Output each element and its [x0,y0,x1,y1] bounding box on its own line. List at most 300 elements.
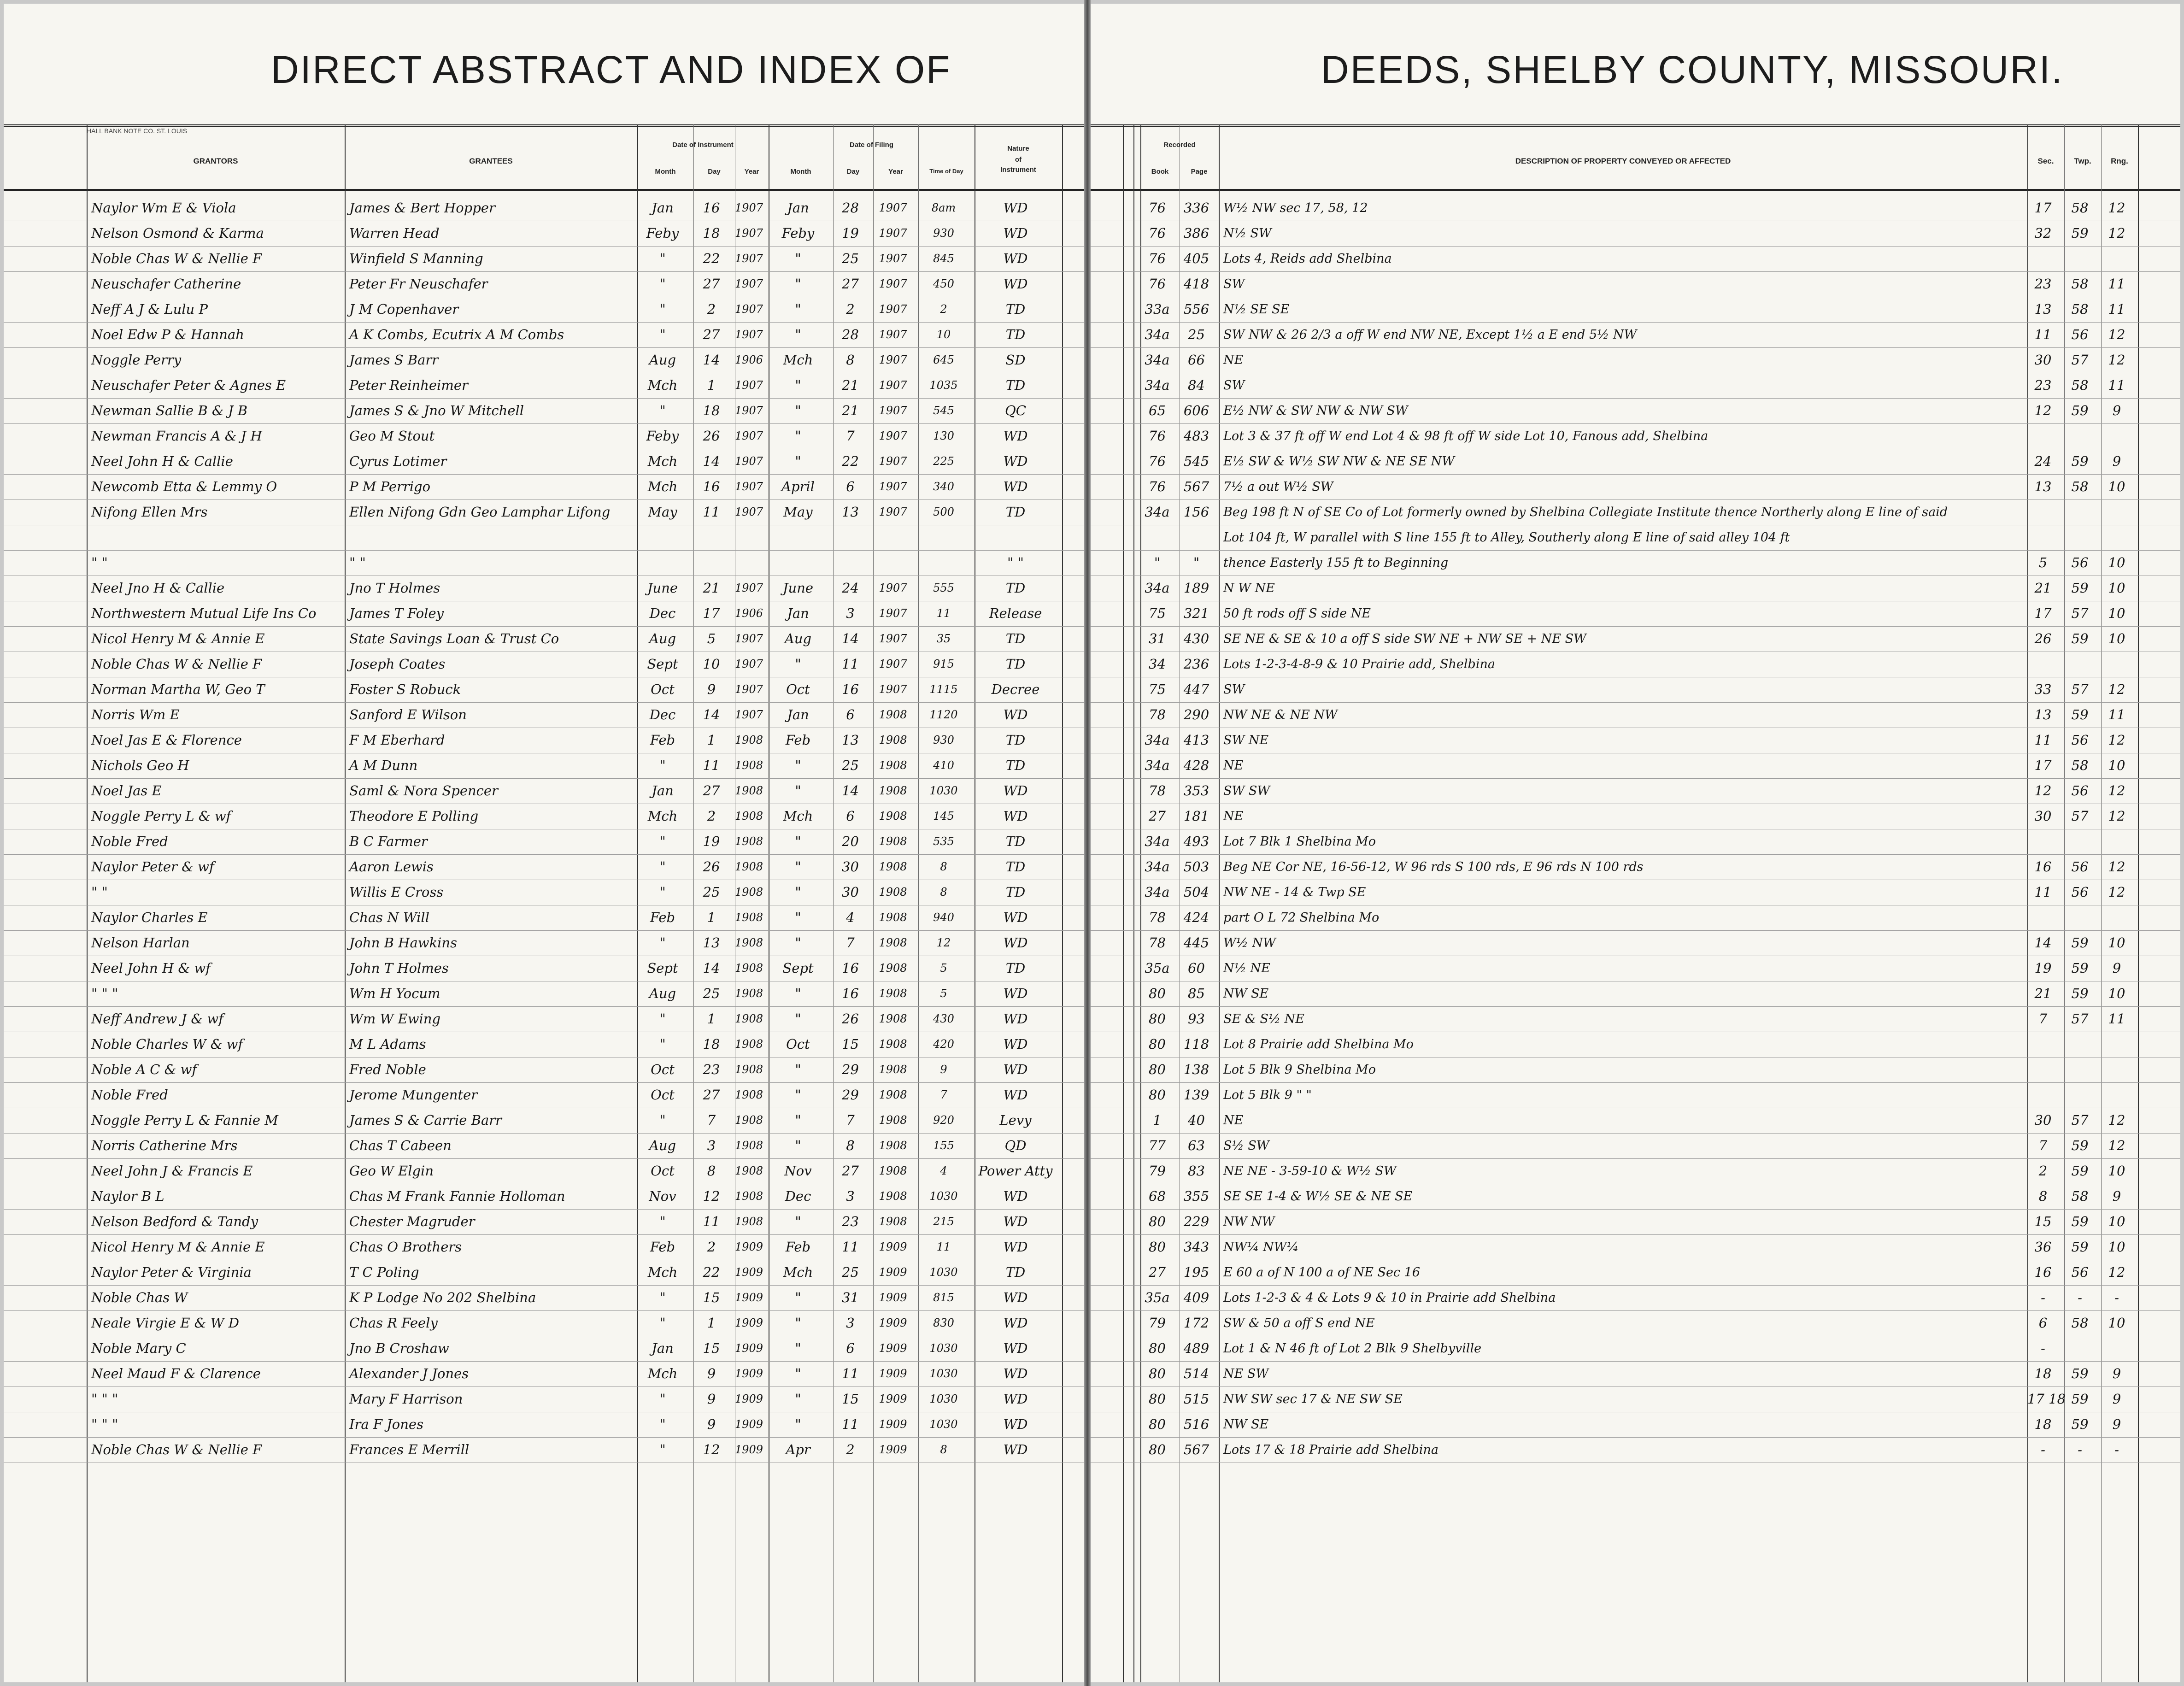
grantee-cell: Chas N Will [349,910,429,925]
nature-cell: WD [1003,1011,1028,1027]
filing-year-cell: 1909 [879,1392,907,1405]
rng-cell: 9 [2112,403,2121,418]
filing-month-cell: " [795,910,801,925]
left-entry-row [4,324,1084,346]
book-cell: 34a [1145,859,1170,875]
instrument-month-cell: " [659,276,666,292]
filing-month-cell [769,527,828,548]
book-cell: 34a [1145,504,1170,520]
filing-time-cell: 145 [933,810,954,822]
nature-cell: TD [1005,504,1026,520]
filing-day-cell: 15 [842,1036,859,1052]
page-title-right: DEEDS, SHELBY COUNTY, MISSOURI. [1321,48,2064,91]
description-cell: NE [1223,353,1244,367]
row-rule [4,246,1084,247]
book-cell: 80 [1149,1036,1166,1052]
rng-cell [2101,831,2132,852]
filing-time-cell: 1030 [929,1190,958,1203]
instrument-month-cell [637,527,688,548]
left-entry-row [4,780,1084,802]
twp-cell [2064,248,2096,270]
instrument-day-cell: 26 [703,428,720,444]
sec-cell: 12 [2034,403,2052,418]
grantee-cell: Winfield S Manning [349,251,483,266]
instrument-day-cell: 13 [703,935,720,951]
filing-day-cell: 3 [846,1188,855,1204]
book-cell: 80 [1149,1062,1166,1077]
instrument-month-cell: Oct [651,1087,675,1103]
filing-day-cell: 7 [846,935,855,951]
filing-day-cell: 28 [842,200,859,216]
row-rule [1091,1361,2180,1362]
filing-day-cell: 3 [846,605,855,621]
description-cell: Lot 5 Blk 9 " " [1223,1088,1312,1102]
grantee-cell: Fred Noble [349,1062,426,1077]
description-cell: SW NW & 26 2/3 a off W end NW NE, Except 1½ a E end 5½ NW [1223,328,1637,342]
grantor-cell: Naylor B L [91,1188,164,1204]
twp-cell: 59 [2071,631,2089,646]
twp-cell: 59 [2071,1163,2089,1179]
filing-month-cell: Jan [787,200,809,216]
twp-cell [2064,1338,2096,1359]
book-cell: 76 [1149,276,1166,292]
grantee-cell: Geo W Elgin [349,1163,434,1179]
book-cell: 80 [1149,1366,1166,1381]
nature-cell: WD [1003,1366,1028,1381]
filing-day-cell: 14 [842,783,859,799]
left-entry-row [4,704,1084,726]
filing-year-cell [873,552,913,574]
rng-cell: 12 [2108,884,2125,900]
grantee-cell: B C Farmer [349,834,428,849]
grantor-cell: Noble Chas W [91,1290,188,1305]
nature-cell: WD [1003,200,1028,216]
instrument-day-cell: 1 [707,1011,716,1027]
grantee-cell: State Savings Loan & Trust Co [349,631,559,646]
instrument-month-cell: " [659,1290,666,1305]
filing-month-cell: Aug [784,631,812,646]
left-entry-row [4,983,1084,1005]
sec-cell: 17 18 [2027,1391,2066,1407]
instrument-year-cell: 1907 [735,328,763,341]
right-entry-row [1091,1236,2180,1258]
filing-time-cell: 920 [933,1114,954,1127]
instrument-day-cell: 23 [703,1062,720,1077]
instrument-year-cell: 1908 [735,860,763,873]
left-entry-row [4,679,1084,700]
right-entry-row [1091,729,2180,751]
filing-day-cell: 30 [842,884,859,900]
rng-cell: 12 [2108,859,2125,875]
twp-cell: 59 [2071,1391,2089,1407]
grantee-cell: Saml & Nora Spencer [349,783,498,799]
rng-cell: 9 [2112,1188,2121,1204]
book-cell: 75 [1149,605,1166,621]
row-rule [1091,1006,2180,1007]
grantor-cell: Newman Francis A & J H [91,428,262,444]
filing-day-cell: 19 [842,225,859,241]
book-cell: 77 [1149,1138,1166,1153]
instrument-day-cell: 5 [707,631,716,646]
filing-month-cell: " [795,1214,801,1229]
filing-time-cell: 155 [933,1139,954,1152]
sec-cell [2027,653,2059,675]
instrument-year-cell: 1907 [735,227,763,240]
header-bottom-rule [4,189,1084,191]
twp-cell: 59 [2071,986,2089,1001]
nature-cell: WD [1003,1188,1028,1204]
rng-cell: 11 [2108,1011,2125,1027]
grantor-cell: Nicol Henry M & Annie E [91,631,265,646]
grantee-cell: Geo M Stout [349,428,435,444]
left-entry-row [4,451,1084,472]
book-cell: 80 [1149,1214,1166,1229]
twp-cell: 57 [2071,352,2089,368]
book-cell: 80 [1149,1391,1166,1407]
filing-day-cell: 6 [846,707,855,723]
instrument-year-cell: 1907 [735,480,763,493]
instrument-year-cell: 1908 [735,784,763,797]
instrument-day-cell: 11 [703,504,720,520]
sec-cell: 13 [2034,479,2052,494]
instrument-month-cell: " [659,935,666,951]
sec-cell: 17 [2034,200,2052,216]
right-entry-row [1091,856,2180,878]
right-page [1091,4,2180,1682]
grantor-cell: Norman Martha W, Geo T [91,681,265,697]
grantee-cell: Wm W Ewing [349,1011,441,1027]
header-top-rule [1091,124,2180,127]
book-cell: 34a [1145,352,1170,368]
grantee-cell: Sanford E Wilson [349,707,467,723]
filing-time-cell: 915 [933,658,954,670]
instrument-year-cell: 1908 [735,1063,763,1076]
grantor-cell: Neuschafer Peter & Agnes E [91,377,286,393]
grantor-cell: Neale Virgie E & W D [91,1315,239,1331]
instrument-year-cell: 1907 [735,582,763,594]
right-entry-row [1091,248,2180,270]
filing-year-cell: 1909 [879,1443,907,1456]
filing-time-cell: 8 [940,860,947,873]
grantee-cell: Warren Head [349,225,440,241]
filing-year-cell: 1907 [879,379,907,392]
left-entry-row [4,273,1084,295]
instrument-year-cell [735,552,763,574]
filing-time-cell: 410 [933,759,954,772]
filing-day-cell: 8 [846,1138,855,1153]
grantee-cell: Chas T Cabeen [349,1138,452,1153]
sec-cell: 11 [2034,732,2052,748]
rng-cell: 12 [2108,1264,2125,1280]
right-entry-row [1091,958,2180,979]
row-rule [1091,854,2180,855]
page-header: Page [1191,168,1208,176]
book-cell: 76 [1149,428,1166,444]
filing-month-cell: " [795,1112,801,1128]
instrument-day-cell: 14 [703,707,720,723]
grantor-cell: Noble Chas W & Nellie F [91,251,262,266]
right-entry-row [1091,197,2180,219]
description-cell: SE NE & SE & 10 a off S side SW NE + NW SE + NE SW [1223,632,1586,646]
page-cell: 409 [1183,1290,1209,1305]
row-rule [1091,499,2180,500]
instrument-month-cell: Sept [647,960,678,976]
filing-month-cell: Nov [784,1163,812,1179]
filing-month-cell: " [795,935,801,951]
grantor-cell: Noel Jas E [91,783,162,799]
instrument-year-cell: 1908 [735,987,763,1000]
rng-cell: 12 [2108,327,2125,342]
instrument-year-cell: 1908 [735,1139,763,1152]
row-rule [1091,626,2180,627]
row-rule [1091,1209,2180,1210]
instrument-month-cell: Jan [652,1340,674,1356]
filing-day-cell: 21 [842,403,859,418]
page-cell: 516 [1183,1416,1209,1432]
grantee-cell: John B Hawkins [349,935,457,951]
sec-cell: 36 [2034,1239,2052,1255]
filing-month-cell: " [795,1290,801,1305]
sec-cell: 23 [2034,276,2052,292]
book-cell: 75 [1149,681,1166,697]
description-cell: Lots 1-2-3-4-8-9 & 10 Prairie add, Shelbina [1223,657,1495,671]
row-rule [4,1310,1084,1311]
twp-cell [2064,907,2096,928]
grantor-cell: Neuschafer Catherine [91,276,241,292]
nature-cell: Levy [999,1112,1032,1128]
page-cell: 413 [1183,732,1209,748]
instrument-day-cell [693,527,729,548]
filing-month-cell: Apr [786,1442,810,1457]
left-entry-row [4,1262,1084,1283]
twp-header: Twp. [2074,157,2091,165]
left-entry-row [4,501,1084,523]
filing-month-cell: Mch [783,1264,813,1280]
page-cell: 189 [1183,580,1209,596]
grantee-cell: Peter Fr Neuschafer [349,276,488,292]
nature-cell: WD [1003,1442,1028,1457]
nature-cell: WD [1003,276,1028,292]
book-cell: 80 [1149,1340,1166,1356]
filing-year-cell: 1908 [879,759,907,772]
grantor-cell: Nicol Henry M & Annie E [91,1239,265,1255]
instrument-month-cell: " [659,834,666,849]
nature-cell: WD [1003,428,1028,444]
row-rule [4,1158,1084,1159]
page-cell: 445 [1183,935,1209,951]
instrument-month-cell: " [659,758,666,773]
twp-cell: 59 [2071,935,2089,951]
description-cell: NW SE [1223,1417,1269,1432]
grantee-cell: Alexander J Jones [349,1366,469,1381]
instrument-month-cell: Oct [651,681,675,697]
filing-time-cell: 555 [933,582,954,594]
filing-month-cell: " [795,859,801,875]
instrument-day-cell: 12 [703,1188,720,1204]
instrument-day-cell: 27 [703,276,720,292]
instrument-month-cell: Oct [651,1062,675,1077]
instrument-year-cell: 1909 [735,1443,763,1456]
filing-time-cell: 930 [933,227,954,240]
page-cell: 138 [1183,1062,1209,1077]
instrument-day-cell: 9 [707,1366,716,1381]
description-cell: SW [1223,277,1245,291]
description-cell: NW SE [1223,987,1269,1001]
rng-cell [2101,907,2132,928]
left-entry-row [4,1186,1084,1207]
description-cell: Lots 17 & 18 Prairie add Shelbina [1223,1443,1439,1457]
filing-day-cell: 6 [846,479,855,494]
twp-cell: 59 [2071,960,2089,976]
instrument-month-cell: Sept [647,656,678,672]
row-rule [1091,271,2180,272]
instrument-day-cell: 15 [703,1340,720,1356]
instrument-month-cell: Aug [649,1138,676,1153]
page-cell: 355 [1183,1188,1209,1204]
rng-cell: 12 [2108,1138,2125,1153]
instrument-month-cell: Feb [650,1239,675,1255]
nature-cell: TD [1005,301,1026,317]
page-cell: 567 [1183,1442,1209,1457]
description-cell: Beg 198 ft N of SE Co of Lot formerly owned by Shelbina Collegiate Institute thence Northerly along E line of said [1223,505,1948,519]
row-rule [4,1006,1084,1007]
filing-year-cell: 1907 [879,607,907,620]
right-entry-row [1091,1110,2180,1131]
date-filing-header: Date of Filing [850,141,893,149]
filing-day-cell: 29 [842,1087,859,1103]
page-cell: 447 [1183,681,1209,697]
rng-cell: 10 [2108,479,2125,494]
filing-day-cell [833,552,868,574]
rng-cell: 12 [2108,732,2125,748]
left-entry-row [4,1211,1084,1233]
filing-year-cell: 1907 [879,582,907,594]
filing-year-cell: 1908 [879,911,907,924]
book-gutter [1084,0,1091,1686]
twp-cell: 59 [2071,1416,2089,1432]
left-entry-row [4,1059,1084,1081]
right-entry-row [1091,577,2180,599]
book-cell: 78 [1149,783,1166,799]
nature-cell: TD [1005,758,1026,773]
sec-cell: - [2041,1340,2045,1356]
date-instrument-header: Date of Instrument [672,141,734,149]
instrument-month-cell: Nov [649,1188,676,1204]
rng-cell: 11 [2108,301,2125,317]
nature-cell: WD [1003,707,1028,723]
sec-cell: 33 [2034,681,2052,697]
row-rule [4,550,1084,551]
twp-cell: 56 [2071,1264,2089,1280]
grantor-cell: Neel John H & Callie [91,453,233,469]
left-entry-row [4,958,1084,979]
grantor-cell: Nifong Ellen Mrs [91,504,208,520]
instrument-day-cell: 9 [707,681,716,697]
sec-cell: 16 [2034,859,2052,875]
filing-year-cell: 1907 [879,252,907,265]
rng-cell: 12 [2108,1112,2125,1128]
filing-day-cell: 7 [846,1112,855,1128]
row-rule [4,1285,1084,1286]
filing-year-cell: 1907 [879,429,907,442]
right-entry-row [1091,1211,2180,1233]
grantee-cell: Foster S Robuck [349,681,461,697]
left-entry-row [4,375,1084,396]
book-cell: 35a [1145,960,1170,976]
filing-month-cell: Jan [787,707,809,723]
instrument-year-cell: 1907 [735,505,763,518]
description-cell: Lot 104 ft, W parallel with S line 155 ft to Alley, Southerly along E line of said alley 104 ft [1223,530,1790,545]
filing-day-cell: 30 [842,859,859,875]
filing-time-cell: 12 [936,936,951,949]
book-cell: 68 [1149,1188,1166,1204]
instrument-day-cell: 12 [703,1442,720,1457]
filing-year-cell: 1908 [879,1139,907,1152]
description-cell: NW NW [1223,1215,1275,1229]
filing-year-cell: 1907 [879,505,907,518]
filing-day-header: Day [846,168,860,176]
grantee-cell: James S & Jno W Mitchell [349,403,524,418]
rng-cell: 10 [2108,555,2125,570]
description-cell: SE & S½ NE [1223,1012,1304,1026]
right-entry-row [1091,983,2180,1005]
nature-cell: TD [1005,327,1026,342]
filing-year-cell: 1907 [879,353,907,366]
sec-cell: 8 [2038,1188,2048,1204]
grantor-cell: " " " [91,1391,118,1407]
nature-cell: TD [1005,884,1026,900]
instrument-month-cell [637,552,688,574]
filing-time-cell: 430 [933,1012,954,1025]
filing-day-cell: 6 [846,808,855,824]
description-cell: N½ SW [1223,226,1272,241]
row-rule [1091,1285,2180,1286]
right-entry-row [1091,755,2180,776]
instrument-year-cell: 1908 [735,759,763,772]
page-cell: 514 [1183,1366,1209,1381]
filing-day-cell: 23 [842,1214,859,1229]
filing-month-cell: " [795,758,801,773]
sec-header: Sec. [2037,157,2054,165]
page-cell: 493 [1183,834,1209,849]
right-entry-row [1091,1262,2180,1283]
filing-day-cell: 16 [842,986,859,1001]
left-entry-row [4,1414,1084,1435]
sec-cell: 18 [2034,1416,2052,1432]
filing-month-cell: " [795,783,801,799]
filing-day-cell: 11 [842,1239,859,1255]
nature-cell: WD [1003,1416,1028,1432]
nature-cell: TD [1005,377,1026,393]
instrument-day-cell: 16 [703,200,720,216]
instrument-day-cell: 1 [707,910,716,925]
description-cell: NW NE - 14 & Twp SE [1223,885,1366,899]
twp-cell: 58 [2071,200,2089,216]
grantee-cell: Chas O Brothers [349,1239,462,1255]
twp-cell [2064,1059,2096,1081]
instrument-month-cell: Oct [651,1163,675,1179]
instrument-day-cell: 11 [703,1214,720,1229]
instrument-year-cell: 1907 [735,201,763,214]
sec-cell: 5 [2038,555,2048,570]
left-entry-row [4,197,1084,219]
instrument-day-cell: 10 [703,656,720,672]
grantee-cell: Theodore E Polling [349,808,479,824]
filing-day-cell: 25 [842,1264,859,1280]
sec-cell: - [2041,1290,2045,1305]
filing-year-cell: 1909 [879,1240,907,1253]
rng-cell: 10 [2108,580,2125,596]
